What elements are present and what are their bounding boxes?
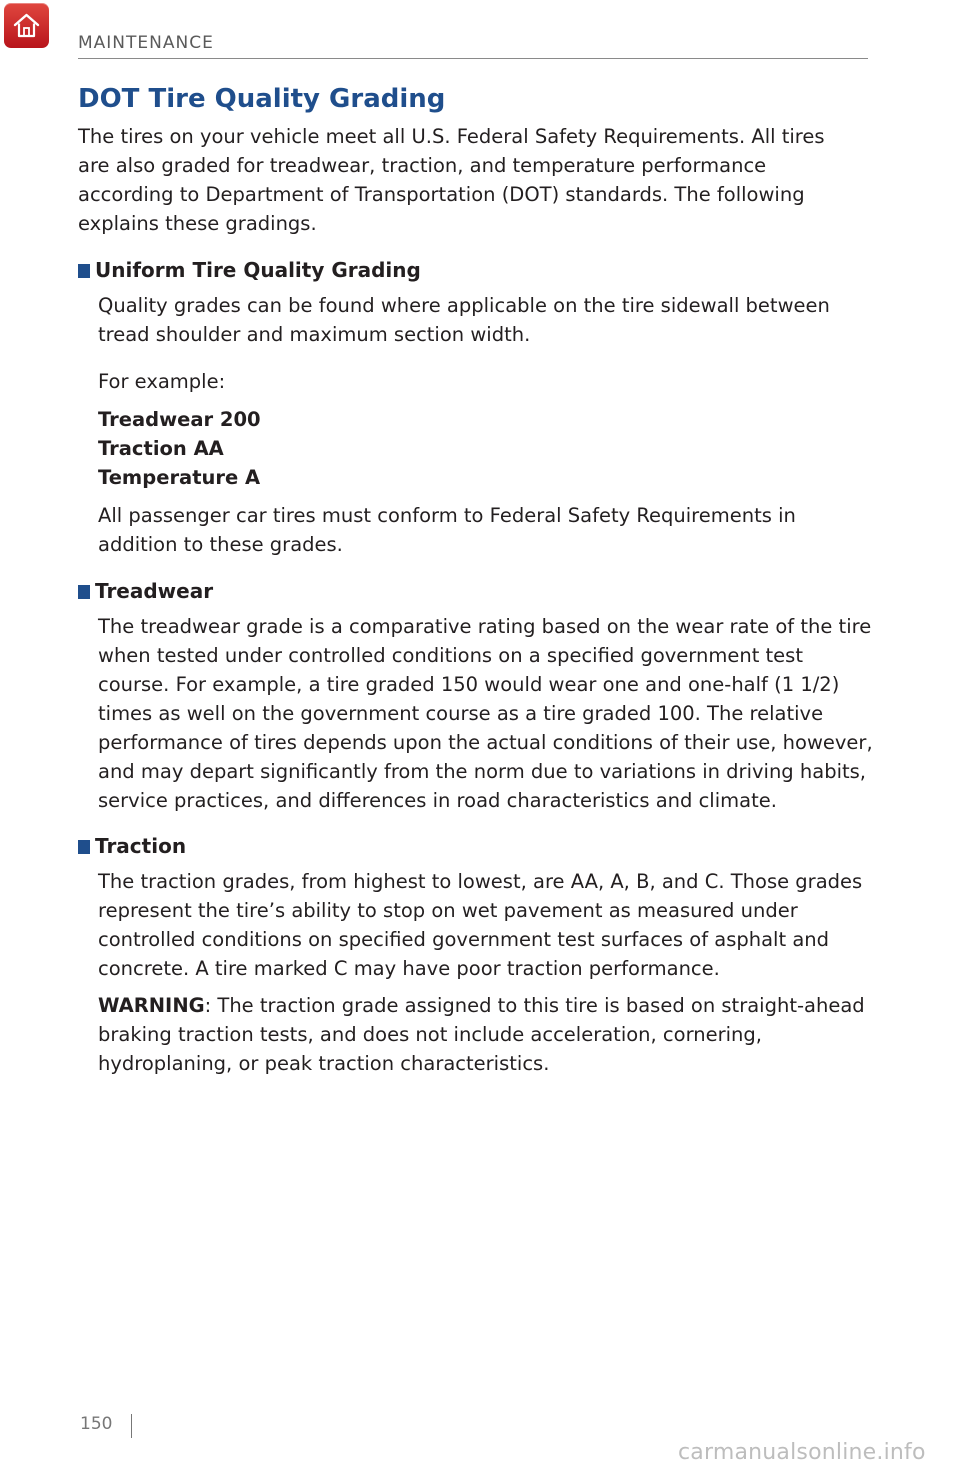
warning-text: : The traction grade assigned to this tire is based on straight-ahead braking traction tests, and does not include acceleration, cornering, hydroplaning, or peak traction characteristics. xyxy=(98,994,865,1075)
heading-text: Treadwear xyxy=(95,579,214,603)
example-label: For example: xyxy=(98,370,226,393)
home-icon xyxy=(11,10,42,41)
uniform-paragraph-2: All passenger car tires must conform to Federal Safety Requirements in addition to these grades. xyxy=(98,504,796,556)
home-button[interactable] xyxy=(4,3,49,48)
header-divider xyxy=(78,58,868,59)
heading-traction xyxy=(78,832,186,860)
watermark: carmanualsonline.info xyxy=(678,1440,926,1465)
grade-traction: Traction AA xyxy=(98,437,224,460)
grade-temperature: Temperature A xyxy=(98,466,261,489)
traction-paragraph: The traction grades, from highest to lowest, are AA, A, B, and C. Those grades represent the tire’s ability to stop on wet pavement as measured under controlled conditions on specified government test surfaces of asphalt and concrete. A tire marked C may have poor traction performance. xyxy=(98,870,863,980)
uniform-paragraph-1: Quality grades can be found where applicable on the tire sidewall between tread shoulder and maximum section width. xyxy=(98,294,830,346)
page-number-divider xyxy=(131,1414,132,1438)
example-grades xyxy=(98,405,873,492)
treadwear-paragraph: The treadwear grade is a comparative rating based on the wear rate of the tire when tested under controlled conditions on a specified government test course. For example, a tire graded 150 would wear one and one-half (1 1/2) times as well on the government course as a tire graded 100. The relative performance of tires depends upon the actual conditions of their use, however, and may depart significantly from the norm due to variations in driving habits, service practices, and differences in road characteristics and climate. xyxy=(98,615,873,812)
bullet-square-icon xyxy=(78,840,90,854)
warning-paragraph xyxy=(98,991,873,1078)
page-number: 150 xyxy=(80,1414,113,1434)
bullet-square-icon xyxy=(78,264,90,278)
intro-paragraph: The tires on your vehicle meet all U.S. Federal Safety Requirements. All tires are also graded for treadwear, traction, and temperature performance according to Department of Transportation (DOT) standards. The following explains these gradings. xyxy=(78,125,825,235)
bullet-square-icon xyxy=(78,585,90,599)
grade-treadwear: Treadwear 200 xyxy=(98,408,261,431)
warning-label: WARNING xyxy=(98,994,205,1017)
section-label: MAINTENANCE xyxy=(78,33,214,53)
heading-uniform-tire-quality-grading xyxy=(78,256,421,284)
heading-treadwear xyxy=(78,577,213,605)
page-title: DOT Tire Quality Grading xyxy=(78,84,446,114)
heading-text: Uniform Tire Quality Grading xyxy=(95,258,421,282)
heading-text: Traction xyxy=(95,834,187,858)
